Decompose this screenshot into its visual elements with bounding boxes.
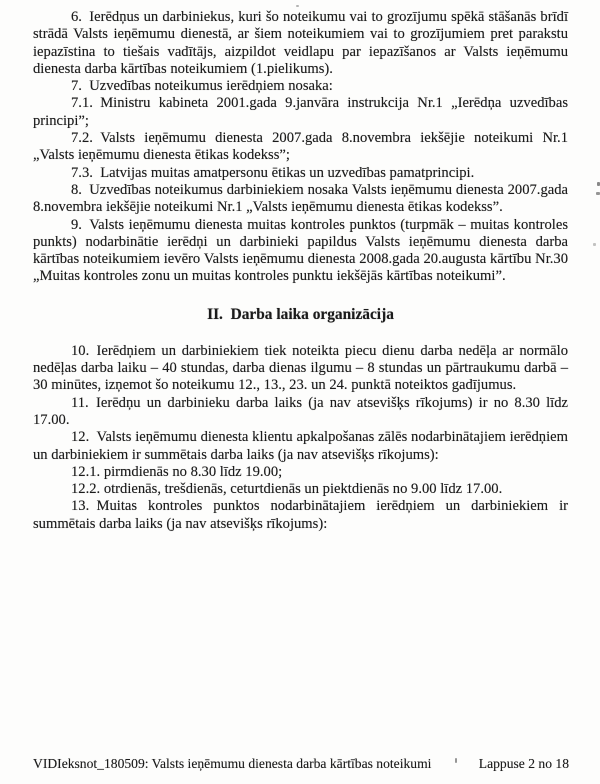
page-footer [33,756,569,772]
paragraph-6: 6. Ierēdņus un darbiniekus, kuri šo noteikumu vai to grozījumu spēkā stāšanās brīdī strādā Valsts ieņēmumu dienestā, ar šiem noteikumiem vai to grozījumiem pret parakstu iepazīstina to tiešais vadītājs, aizpildot veidlapu par iepazīšanos ar Valsts ieņēmumu dienesta darba kārtības noteikumiem (1.pielikums). [33,9,568,77]
paragraph-12: 12. Valsts ieņēmumu dienesta klientu apkalpošanas zālēs nodarbinātajiem ierēdņiem un darbiniekiem ir summētais darba laiks (ja nav atsevišķs rīkojums): [33,429,568,463]
paragraph-8: 8. Uzvedības noteikumus darbiniekiem nosaka Valsts ieņēmumu dienesta 2007.gada 8.novembra iekšējie noteikumi Nr.1 „Valsts ieņēmumu dienesta ētikas kodekss”. [33,181,568,216]
paragraph-10: 10. Ierēdņiem un darbiniekiem tiek noteikta piecu dienu darba nedēļa ar normālo nedēļas darba laiku – 40 stundas, darba dienas ilgumu – 8 stundas un pārtraukumu darbā – 30 minūtes, izņemot šo noteikumu 12., 13., 23. un 24. punktā noteiktos gadījumus. [33,342,568,394]
paragraph-12-2: 12.2. otrdienās, trešdienās, ceturtdienās un piektdienās no 9.00 līdz 17.00. [71,481,503,498]
section-heading-ii: II. Darba laika organizācija [207,305,394,323]
scan-artifact [596,192,600,195]
paragraph-7-1: 7.1. Ministru kabineta 2001.gada 9.janvāra instrukcija Nr.1 „Ierēdņa uzvedības principi”; [33,95,568,129]
scan-artifact [296,5,299,7]
paragraph-7: 7. Uzvedības noteikumus ierēdņiem nosaka: [71,78,333,95]
scan-artifact [593,243,596,246]
paragraph-12-1: 12.1. pirmdienās no 8.30 līdz 19.00; [71,463,283,480]
document-body [33,9,568,533]
paragraph-7-2: 7.2. Valsts ieņēmumu dienesta 2007.gada 8.novembra iekšējie noteikumi Nr.1 „Valsts ieņēmumu dienesta ētikas kodekss”; [33,130,568,164]
footer-document-id: VIDIeksnot_180509: Valsts ieņēmumu dienesta darba kārtības noteikumi [33,756,432,771]
footer-page-number: Lappuse 2 no 18 [478,756,569,771]
scan-artifact [455,758,457,763]
paragraph-13: 13. Muitas kontroles punktos nodarbinātajiem ierēdņiem un darbiniekiem ir summētais darba laiks (ja nav atsevišķs rīkojums): [33,498,568,532]
paragraph-11: 11. Ierēdņu un darbinieku darba laiks (ja nav atsevišķs rīkojums) ir no 8.30 līdz 17.00. [33,394,568,428]
paragraph-7-3: 7.3. Latvijas muitas amatpersonu ētikas un uzvedības pamatprincipi. [71,164,475,181]
paragraph-9: 9. Valsts ieņēmumu dienesta muitas kontroles punktos (turpmāk – muitas kontroles punkts) nodarbinātie ierēdņi un darbinieki papildus Valsts ieņēmumu dienesta darba kārtības noteikumiem ievēro Valsts ieņēmumu dienesta 2008.gada 20.augusta kārtību Nr.30 „Muitas kontroles zonu un muitas kontroles punktu iekšējās kārtības noteikumi”. [33,216,568,285]
